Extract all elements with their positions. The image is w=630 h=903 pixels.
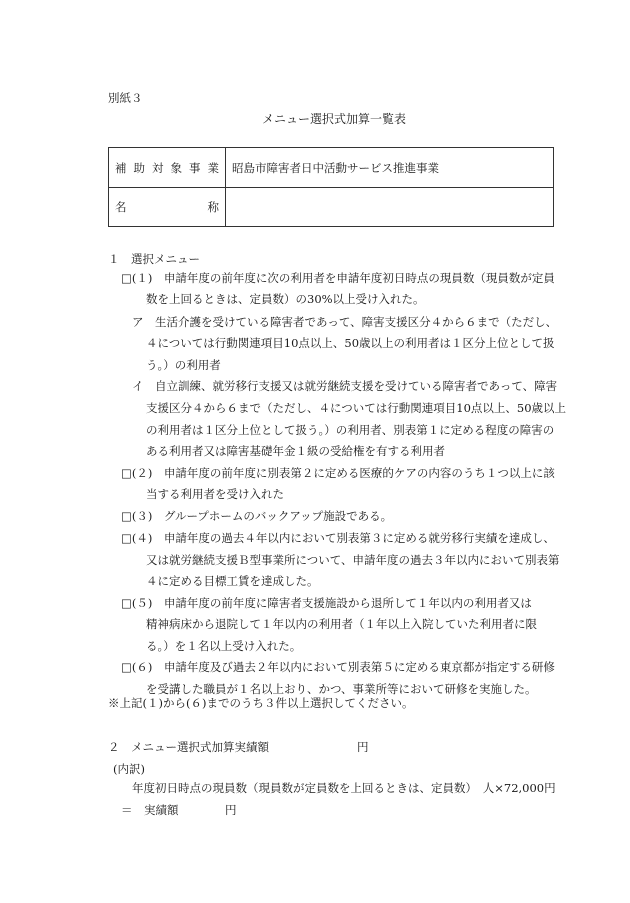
document-title: メニュー選択式加算一覧表 <box>262 112 407 126</box>
menu-line: ある利用者又は障害基礎年金１級の受給権を有する利用者 <box>146 444 445 458</box>
menu-line[interactable]: □(３) グループホームのバックアップ施設である。 <box>121 509 393 523</box>
menu-line: ア 生活介護を受けている障害者であって、障害支援区分４から６まで（ただし、 <box>132 315 558 329</box>
menu-line: の利用者は１区分上位として扱う。）の利用者、別表第１に定める程度の障害の <box>146 423 555 437</box>
label-char: 対 <box>152 160 164 175</box>
result-unit: 円 <box>225 803 237 817</box>
label-char: 業 <box>207 160 219 175</box>
info-table <box>108 147 554 227</box>
menu-line[interactable]: □(４) 申請年度の過去４年以内において別表第３に定める就労移行実績を達成し、 <box>121 531 555 545</box>
menu-line: 数を上回るときは、定員数）の30%以上受け入れた。 <box>146 292 425 306</box>
menu-line: 精神病床から退院して１年以内の利用者（１年以上入院していた利用者に限 <box>146 617 537 631</box>
label-char: 象 <box>170 160 182 175</box>
selection-note: ※上記(１)から(６)までのうち３件以上選択してください。 <box>108 696 414 710</box>
result-equation: ＝ 実績額 <box>121 803 179 817</box>
breakdown-formula: 年度初日時点の現員数（現員数が定員数を上回るときは、定員数） 人×72,000円 <box>132 781 556 795</box>
name-label <box>115 199 219 215</box>
menu-line[interactable]: □(１) 申請年度の前年度に次の利用者を申請年度初日時点の現員数（現員数が定員 <box>121 271 555 285</box>
project-label-cell <box>109 148 226 188</box>
breakdown-label: (内訳) <box>113 762 145 776</box>
name-value[interactable] <box>226 188 554 227</box>
section2-heading-unit: 円 <box>357 740 369 754</box>
attachment-number: 別紙３ <box>108 91 143 105</box>
menu-line: る。）を１名以上受け入れた。 <box>146 639 302 653</box>
project-value: 昭島市障害者日中活動サービス推進事業 <box>226 148 554 188</box>
menu-line: を受講した職員が１名以上おり、かつ、事業所等において研修を実施した。 <box>146 682 537 696</box>
label-char: 称 <box>207 200 219 214</box>
menu-line: イ 自立訓練、就労移行支援又は就労継続支援を受けている障害者であって、障害 <box>132 379 558 393</box>
name-label-cell <box>109 188 226 227</box>
menu-line: 当する利用者を受け入れた <box>146 487 284 501</box>
menu-line[interactable]: □(５) 申請年度の前年度に障害者支援施設から退所して１年以内の利用者又は <box>121 596 532 610</box>
section2-heading: ２ メニュー選択式加算実績額 <box>108 740 269 754</box>
menu-line: ４に定める目標工賃を達成した。 <box>146 574 319 588</box>
label-char: 補 <box>115 160 127 175</box>
label-char: 事 <box>189 160 201 175</box>
menu-line: 支援区分４から６まで（ただし、４については行動関連項目10点以上、50歳以上 <box>146 401 567 415</box>
project-label <box>115 160 219 176</box>
label-char: 助 <box>133 160 145 175</box>
menu-line[interactable]: □(２) 申請年度の前年度に別表第２に定める医療的ケアの内容のうち１つ以上に該 <box>121 466 555 480</box>
label-char: 名 <box>115 200 127 214</box>
section1-heading: １ 選択メニュー <box>108 252 200 266</box>
menu-line: う。）の利用者 <box>146 358 221 372</box>
menu-line[interactable]: □(６) 申請年度及び過去２年以内において別表第５に定める東京都が指定する研修 <box>121 660 555 674</box>
menu-line: 又は就労継続支援Ｂ型事業所について、申請年度の過去３年以内において別表第 <box>146 553 560 567</box>
menu-line: ４については行動関連項目10点以上、50歳以上の利用者は１区分上位として扱 <box>146 336 555 350</box>
